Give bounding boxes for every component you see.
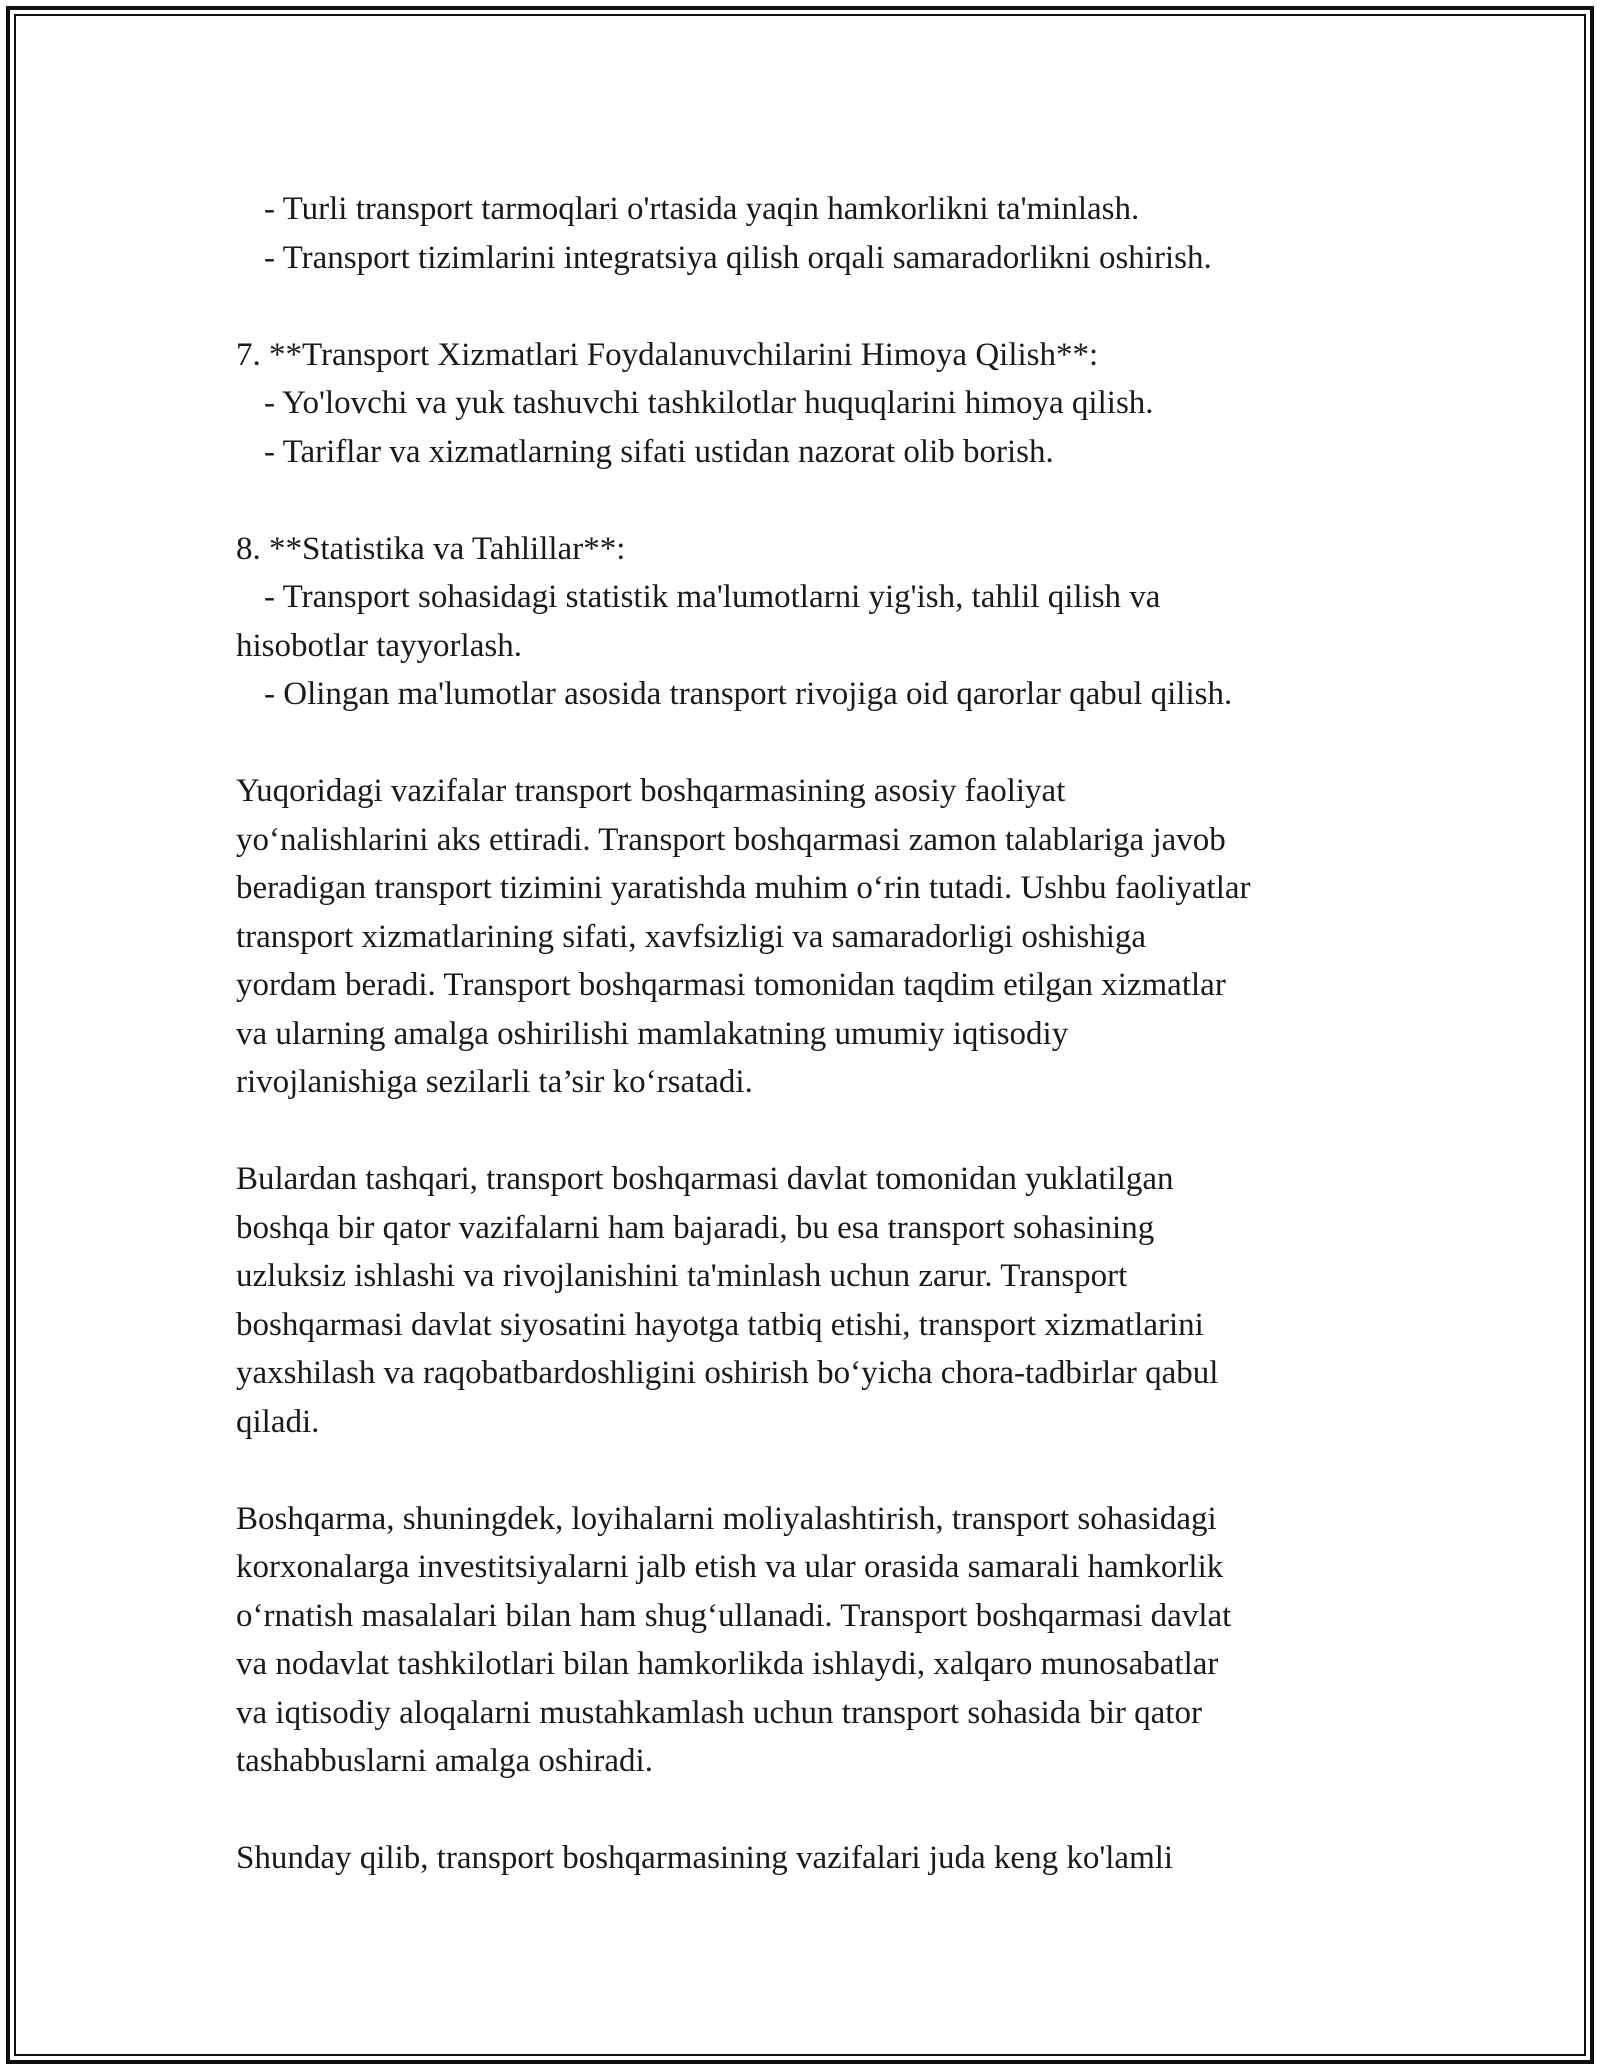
paragraph-line: yordam beradi. Transport boshqarmasi tomonidan taqdim etilgan xizmatlar (236, 967, 1226, 1003)
section-heading: 7. **Transport Xizmatlari Foydalanuvchilarini Himoya Qilish**: (236, 336, 1099, 373)
paragraph-line: beradigan transport tizimini yaratishda muhim o‘rin tutadi. Ushbu faoliyatlar (236, 870, 1251, 906)
list-item: - Yo'lovchi va yuk tashuvchi tashkilotlar huquqlarini himoya qilish. (264, 385, 1154, 421)
paragraph-line: uzluksiz ishlashi va rivojlanishini ta'minlash uchun zarur. Transport (236, 1258, 1128, 1294)
paragraph-line: boshqarmasi davlat siyosatini hayotga tatbiq etishi, transport xizmatlarini (236, 1306, 1204, 1343)
paragraph-line: Boshqarma, shuningdek, loyihalarni moliyalashtirish, transport sohasidagi (236, 1500, 1217, 1537)
section-8 (236, 525, 1376, 719)
paragraph (236, 1155, 1376, 1446)
document-body (236, 185, 1376, 1883)
spacer (236, 719, 1376, 768)
paragraph-line: rivojlanishiga sezilarli ta’sir ko‘rsatadi. (236, 1064, 753, 1100)
paragraph (236, 1495, 1376, 1786)
paragraph (236, 767, 1376, 1107)
paragraph-line: va ularning amalga oshirilishi mamlakatning umumiy iqtisodiy (236, 1015, 1069, 1052)
list-item: - Olingan ma'lumotlar asosida transport rivojiga oid qarorlar qabul qilish. (264, 676, 1233, 712)
list-item: - Transport sohasidagi statistik ma'lumotlarni yig'ish, tahlil qilish va (264, 579, 1161, 615)
spacer (236, 1786, 1376, 1835)
paragraph-line: Shunday qilib, transport boshqarmasining vazifalari juda keng ko'lamli (236, 1840, 1174, 1876)
paragraph-line: Yuqoridagi vazifalar transport boshqarmasining asosiy faoliyat (236, 773, 1066, 809)
spacer (236, 282, 1376, 331)
spacer (236, 1107, 1376, 1156)
paragraph-line: yo‘nalishlarini aks ettiradi. Transport boshqarmasi zamon talablariga javob (236, 821, 1226, 858)
spacer (236, 1446, 1376, 1495)
section-heading: 8. **Statistika va Tahlillar**: (236, 530, 626, 567)
paragraph-line: korxonalarga investitsiyalarni jalb etish va ular orasida samarali hamkorlik (236, 1549, 1224, 1585)
paragraph (236, 1834, 1376, 1883)
paragraph-line: transport xizmatlarining sifati, xavfsizligi va samaradorligi oshishiga (236, 918, 1147, 955)
paragraph-line: qiladi. (236, 1403, 320, 1440)
list-item-continuation: hisobotlar tayyorlash. (236, 627, 522, 664)
paragraph-line: Bulardan tashqari, transport boshqarmasi davlat tomonidan yuklatilgan (236, 1161, 1174, 1197)
spacer (236, 476, 1376, 525)
section-7 (236, 331, 1376, 477)
paragraph-line: va nodavlat tashkilotlari bilan hamkorlikda ishlaydi, xalqaro munosabatlar (236, 1646, 1219, 1682)
section-6-list (236, 185, 1376, 282)
list-item: - Turli transport tarmoqlari o'rtasida yaqin hamkorlikni ta'minlash. (264, 191, 1140, 227)
list-item: - Transport tizimlarini integratsiya qilish orqali samaradorlikni oshirish. (264, 239, 1212, 276)
paragraph-line: o‘rnatish masalalari bilan ham shug‘ullanadi. Transport boshqarmasi davlat (236, 1597, 1232, 1634)
paragraph-line: boshqa bir qator vazifalarni ham bajaradi, bu esa transport sohasining (236, 1209, 1155, 1246)
paragraph-line: yaxshilash va raqobatbardoshligini oshirish bo‘yicha chora-tadbirlar qabul (236, 1355, 1219, 1391)
list-item: - Tariflar va xizmatlarning sifati ustidan nazorat olib borish. (264, 433, 1054, 470)
paragraph-line: tashabbuslarni amalga oshiradi. (236, 1743, 653, 1779)
paragraph-line: va iqtisodiy aloqalarni mustahkamlash uchun transport sohasida bir qator (236, 1694, 1202, 1731)
